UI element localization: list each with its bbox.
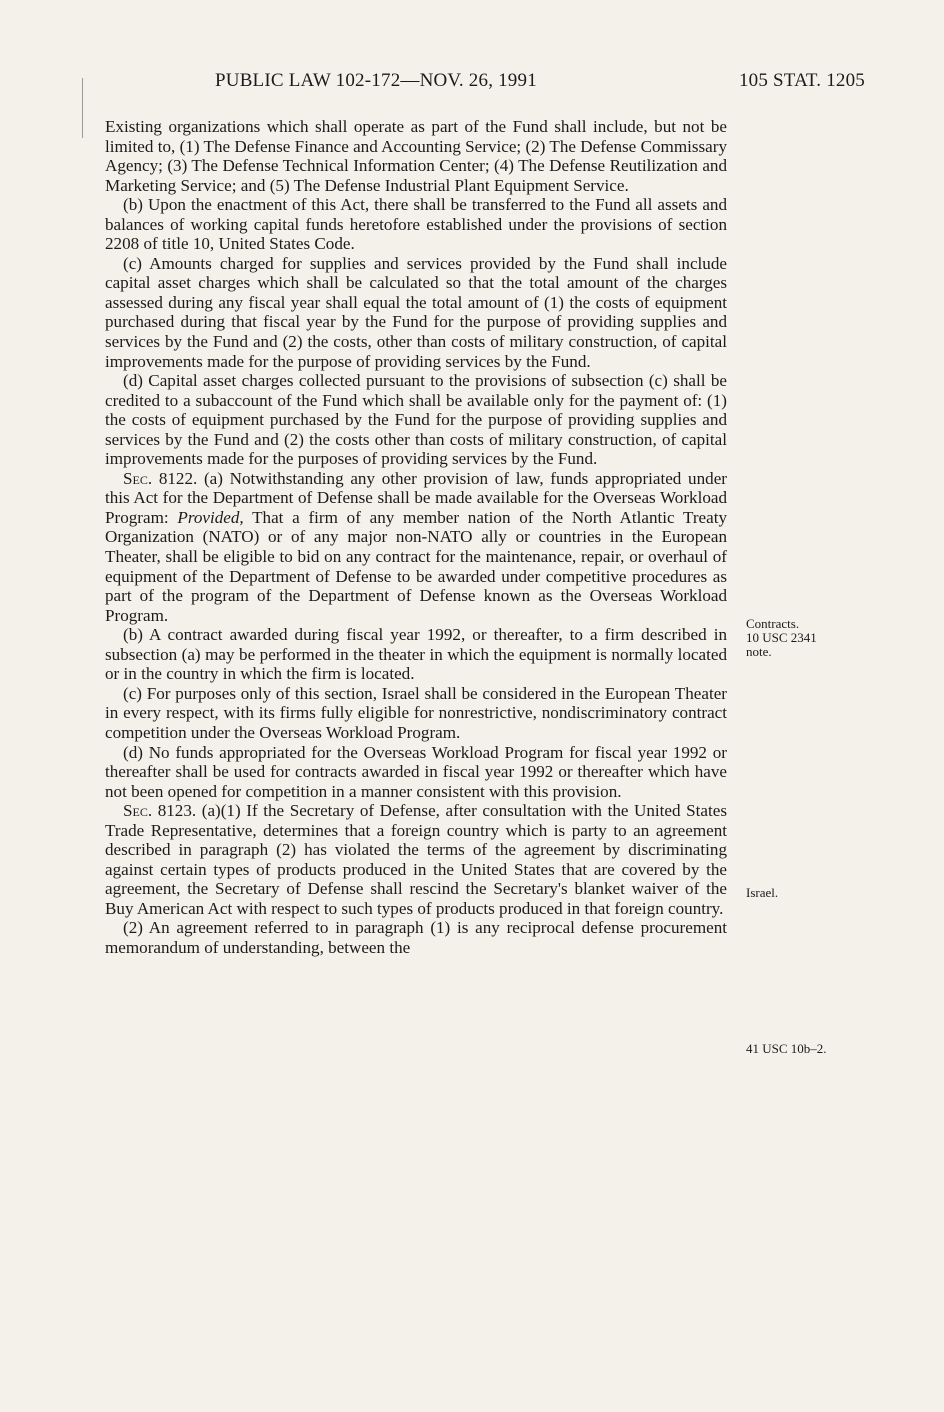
section-8122-a-proviso: That a firm of any member nation of the North Atlantic Treaty Organization (NATO) or of any major non-NATO ally or countries in the European Theater, shall be eligible to bid on any contract for the maintenance, repair, or overhaul of equipment of the Department of Defense to be awarded under competitive procedures as part of the program of the Department of Defense known as the Overseas Workload Program.	[105, 507, 728, 625]
margin-note-41-usc: 41 USC 10b–2.	[746, 1041, 827, 1056]
margin-note-israel: Israel.	[746, 885, 779, 900]
section-8122-b: (b) A contract awarded during fiscal year 1992, or thereafter, to a firm described in subsection (a) may be performed in the theater in which the equipment is normally located or in the country in which the firm is located.	[105, 625, 727, 684]
paragraph-existing-organizations: Existing organizations which shall operate as part of the Fund shall include, but not be limited to, (1) The Defense Finance and Accounting Service; (2) The Defense Commissary Agency; (3) The Defense Technical Information Center; (4) The Defense Reutilization and Marketing Service; and (5) The Defense Industrial Plant Equipment Service.	[105, 117, 727, 195]
section-8122-label: Sec. 8122.	[123, 468, 198, 488]
section-8122-d: (d) No funds appropriated for the Overseas Workload Program for fiscal year 1992 or thereafter shall be used for contracts awarded in fiscal year 1992 or thereafter which have not been opened for competition in a manner consistent with this provision.	[105, 742, 727, 801]
section-8123-a1-text: (a)(1) If the Secretary of Defense, after consultation with the United States Trade Representative, determines that a foreign country which is party to an agreement described in paragraph (2) has violated the terms of the agreement by discriminating against certain types of products produced in the United States that are covered by the agreement, the Secretary of Defense shall rescind the Secretary's blanket waiver of the Buy American Act with respect to such types of products produced in that foreign country.	[105, 801, 727, 918]
section-8123-label: Sec. 8123.	[123, 801, 197, 821]
margin-note-contracts	[746, 617, 936, 659]
margin-note-contracts-line3: note.	[746, 644, 772, 659]
paragraph-c-amounts-charged: (c) Amounts charged for supplies and services provided by the Fund shall include capital asset charges which shall be calculated so that the total amount of the charges assessed during any fiscal year shall equal the total amount of (1) the costs of equipment purchased during that fiscal year by the Fund for the purpose of providing supplies and services by the Fund and (2) the costs, other than costs of military construction, of capital improvements made for the purpose of providing services by the Fund.	[105, 253, 727, 371]
binding-line	[82, 78, 83, 138]
section-8123-a2: (2) An agreement referred to in paragraph (1) is any reciprocal defense procurement memorandum of understanding, between the	[105, 918, 727, 957]
provided-term: Provided,	[177, 507, 244, 527]
paragraph-b-transfer: (b) Upon the enactment of this Act, there shall be transferred to the Fund all assets and balances of working capital funds heretofore established under the provisions of section 2208 of title 10, United States Code.	[105, 195, 727, 254]
section-8122-c: (c) For purposes only of this section, Israel shall be considered in the European Theater in every respect, with its firms fully eligible for nonrestrictive, nondiscriminatory contract competition under the Overseas Workload Program.	[105, 683, 727, 742]
margin-note-contracts-line2: 10 USC 2341	[746, 630, 817, 645]
margin-note-contracts-line1: Contracts.	[746, 616, 800, 631]
paragraph-d-capital-asset: (d) Capital asset charges collected pursuant to the provisions of subsection (c) shall be credited to a subaccount of the Fund which shall be available only for the payment of: (1) the costs of equipment purchased by the Fund for the purpose of providing supplies and services by the Fund and (2) the costs other than costs of military construction, of capital improvements made for the purposes of providing services by the Fund.	[105, 371, 727, 469]
statute-text	[105, 117, 727, 958]
section-8122-a	[105, 469, 727, 625]
header-page-ref: 105 STAT. 1205	[738, 70, 865, 91]
section-8122-a-text: (a) Notwithstanding any other provision of law, funds appropriated under this Act for the Department of Defense shall be made available for the Overseas Workload Program:	[105, 468, 727, 527]
section-8123-a1	[105, 801, 727, 918]
header-title: PUBLIC LAW 102-172—NOV. 26, 1991	[215, 70, 537, 91]
running-header	[215, 70, 865, 98]
